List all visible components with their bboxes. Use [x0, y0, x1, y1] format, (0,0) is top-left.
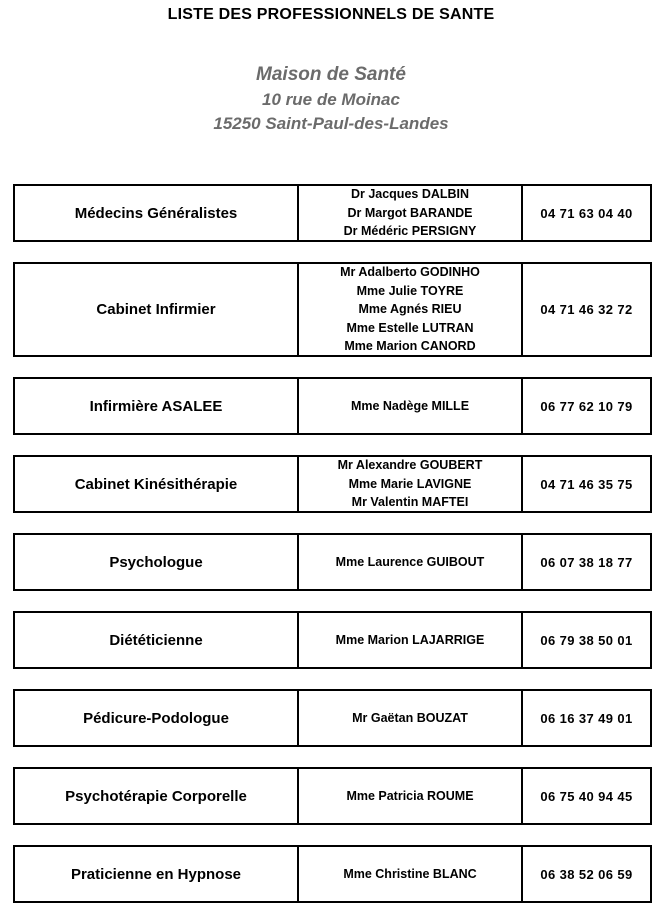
specialty-label: Psychotérapie Corporelle — [15, 769, 299, 823]
practitioner-names — [299, 379, 523, 433]
phone-number: 06 79 38 50 01 — [540, 632, 633, 648]
entry-medecins-generalistes — [13, 184, 652, 242]
entry-cabinet-kinesitherapie — [13, 455, 652, 513]
entry-pedicure-podologue — [13, 689, 652, 747]
specialty-label: Infirmière ASALEE — [15, 379, 299, 433]
specialty-label: Praticienne en Hypnose — [15, 847, 299, 901]
practitioner-name: Mr Valentin MAFTEI — [351, 495, 469, 510]
practitioner-name: Mr Gaëtan BOUZAT — [352, 710, 468, 725]
specialty-label: Médecins Généralistes — [15, 186, 299, 240]
entry-psychologue — [13, 533, 652, 591]
address-street: 10 rue de Moinac — [262, 90, 400, 109]
practitioner-name: Dr Margot BARANDE — [347, 205, 473, 220]
practitioner-name: Mme Marion CANORD — [344, 339, 476, 354]
phone-number: 06 16 37 49 01 — [540, 710, 633, 726]
practitioner-name: Mme Patricia ROUME — [346, 788, 474, 803]
entry-praticienne-hypnose — [13, 845, 652, 903]
practitioner-names — [299, 264, 523, 355]
practitioner-names — [299, 535, 523, 589]
practitioner-names — [299, 613, 523, 667]
organization-name: Maison de Santé — [256, 64, 406, 85]
practitioner-name: Mme Agnés RIEU — [358, 302, 462, 317]
specialty-label: Cabinet Infirmier — [15, 264, 299, 355]
practitioner-name: Mme Marion LAJARRIGE — [335, 632, 485, 647]
phone-number: 06 75 40 94 45 — [540, 788, 633, 804]
entry-infirmiere-asalee — [13, 377, 652, 435]
practitioner-name: Mr Adalberto GODINHO — [340, 265, 480, 280]
entry-dieteticienne — [13, 611, 652, 669]
specialty-label: Cabinet Kinésithérapie — [15, 457, 299, 511]
specialty-label: Psychologue — [15, 535, 299, 589]
specialty-label: Pédicure-Podologue — [15, 691, 299, 745]
phone-number: 04 71 46 35 75 — [540, 476, 633, 492]
practitioner-names — [299, 769, 523, 823]
phone-number: 06 77 62 10 79 — [540, 398, 633, 414]
practitioner-name: Mme Estelle LUTRAN — [346, 320, 474, 335]
professionals-list — [13, 184, 652, 923]
entry-cabinet-infirmier — [13, 262, 652, 357]
practitioner-name: Mme Christine BLANC — [343, 866, 477, 881]
phone-number: 06 07 38 18 77 — [540, 554, 633, 570]
practitioner-name: Mme Laurence GUIBOUT — [335, 554, 485, 569]
phone-number: 04 71 46 32 72 — [540, 302, 633, 317]
practitioner-name: Mme Marie LAVIGNE — [348, 476, 472, 491]
practitioner-name: Mr Alexandre GOUBERT — [337, 458, 483, 473]
address-city: 15250 Saint-Paul-des-Landes — [213, 114, 449, 133]
specialty-label: Diététicienne — [15, 613, 299, 667]
practitioner-name: Dr Jacques DALBIN — [350, 187, 470, 202]
practitioner-names — [299, 847, 523, 901]
organization-block — [0, 62, 662, 136]
entry-psychotherapie-corporelle — [13, 767, 652, 825]
document-title: LISTE DES PROFESSIONNELS DE SANTE — [167, 6, 495, 23]
phone-number: 04 71 63 04 40 — [540, 205, 633, 221]
practitioner-names — [299, 186, 523, 240]
practitioner-name: Dr Médéric PERSIGNY — [343, 224, 477, 239]
practitioner-names — [299, 691, 523, 745]
phone-number: 06 38 52 06 59 — [540, 866, 633, 882]
practitioner-names — [299, 457, 523, 511]
practitioner-name: Mme Julie TOYRE — [356, 283, 464, 298]
practitioner-name: Mme Nadège MILLE — [350, 398, 470, 413]
